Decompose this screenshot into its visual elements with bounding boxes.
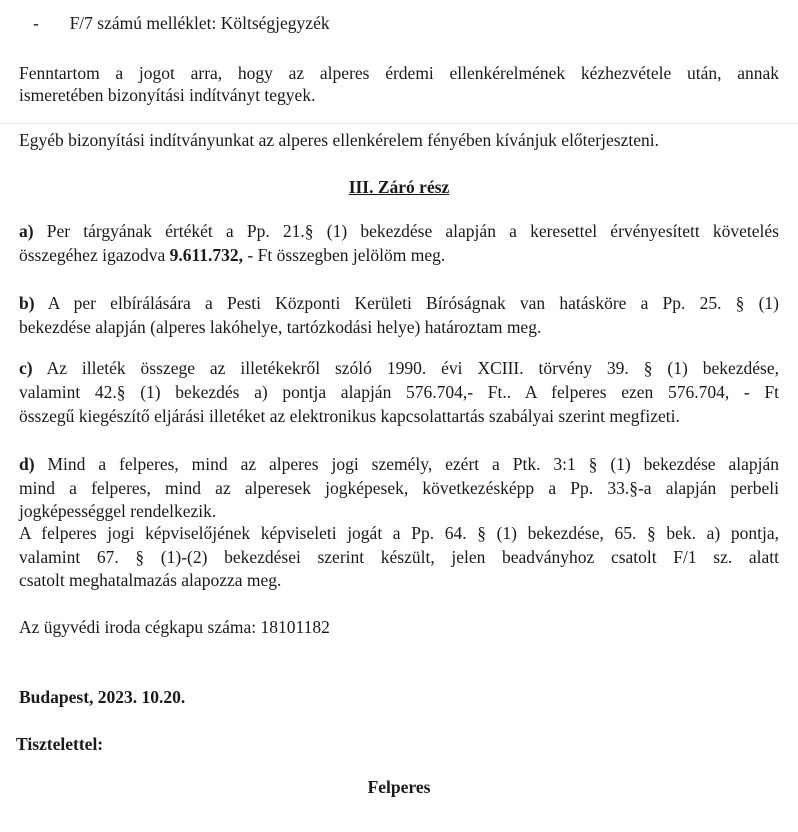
paragraph-c-line1 [19,357,779,379]
paragraph-c-line3: összegű kiegészítő eljárási illetéket az elektronikus kapcsolattartás szabályai szerint megfizeti. [19,406,680,426]
reserve-paragraph-line1: Fenntartom a jogot arra, hogy az alperes érdemi ellenkérelmének kézhezvétele után, annak [19,63,779,83]
paragraph-c-label: c) [19,358,33,378]
attachment-list-item [33,12,330,34]
paragraph-b-text: A per elbírálására a Pesti Központi Kerületi Bíróságnak van hatásköre a Pp. 25. § (1) [47,293,779,313]
paragraph-d-line3: jogképességgel rendelkezik. [19,501,217,521]
paragraph-d-line1 [19,453,779,475]
paragraph-d-line6: csatolt meghatalmazás alapozza meg. [19,570,282,590]
page-break-line [0,123,798,124]
paragraph-d-line5: valamint 67. § (1)-(2) bekezdései szerint készült, jelen beadványhoz csatolt F/1 sz. alatt [19,547,779,567]
paragraph-d-line2: mind a felperes, mind az alperesek jogképesek, következésképp a Pp. 33.§-a alapján perbeli [19,478,779,498]
paragraph-a-line2-post: - Ft összegben jelölöm meg. [243,245,446,265]
paragraph-b-label: b) [19,293,35,313]
paragraph-c-line2: valamint 42.§ (1) bekezdés a) pontja alapján 576.704,- Ft.. A felperes ezen 576.704, - Ft [19,382,779,402]
list-dash: - [33,13,39,33]
paragraph-a-text: Per tárgyának értékét a Pp. 21.§ (1) bekezdése alapján a keresettel érvényesített követelés [46,221,779,241]
paragraph-d-label: d) [19,454,35,474]
other-evidence-paragraph: Egyéb bizonyítási indítványunkat az alperes ellenkérelem fényében kívánjuk előterjeszteni. [19,130,659,150]
paragraph-b-line1 [19,292,779,314]
paragraph-a-label: a) [19,221,34,241]
place-date: Budapest, 2023. 10.20. [19,687,186,707]
paragraph-a-line2-pre: összegéhez igazodva [19,245,170,265]
paragraph-d-text: Mind a felperes, mind az alperes jogi személy, ezért a Ptk. 3:1 § (1) bekezdése alapján [47,454,779,474]
paragraph-c-text: Az illeték összege az illetékekről szóló 1990. évi XCIII. törvény 39. § (1) bekezdése, [46,358,779,378]
section-title: III. Záró rész [348,177,450,197]
claim-amount: 9.611.732, [169,245,244,265]
attachment-text: F/7 számú melléklet: Költségjegyzék [69,13,330,33]
reserve-paragraph-line2: ismeretében bizonyítási indítványt tegyek. [19,85,316,105]
signature-label: Felperes [367,777,431,797]
paragraph-a-line2 [19,244,445,266]
paragraph-a-line1 [19,220,779,242]
cegkapu-number: Az ügyvédi iroda cégkapu száma: 18101182 [19,617,330,637]
paragraph-b-line2: bekezdése alapján (alperes lakóhelye, tartózkodási helye) határoztam meg. [19,317,542,337]
paragraph-d-line4: A felperes jogi képviselőjének képviseleti jogát a Pp. 64. § (1) bekezdése, 65. § bek. a) pontja, [19,523,779,543]
greeting: Tisztelettel: [16,734,104,754]
